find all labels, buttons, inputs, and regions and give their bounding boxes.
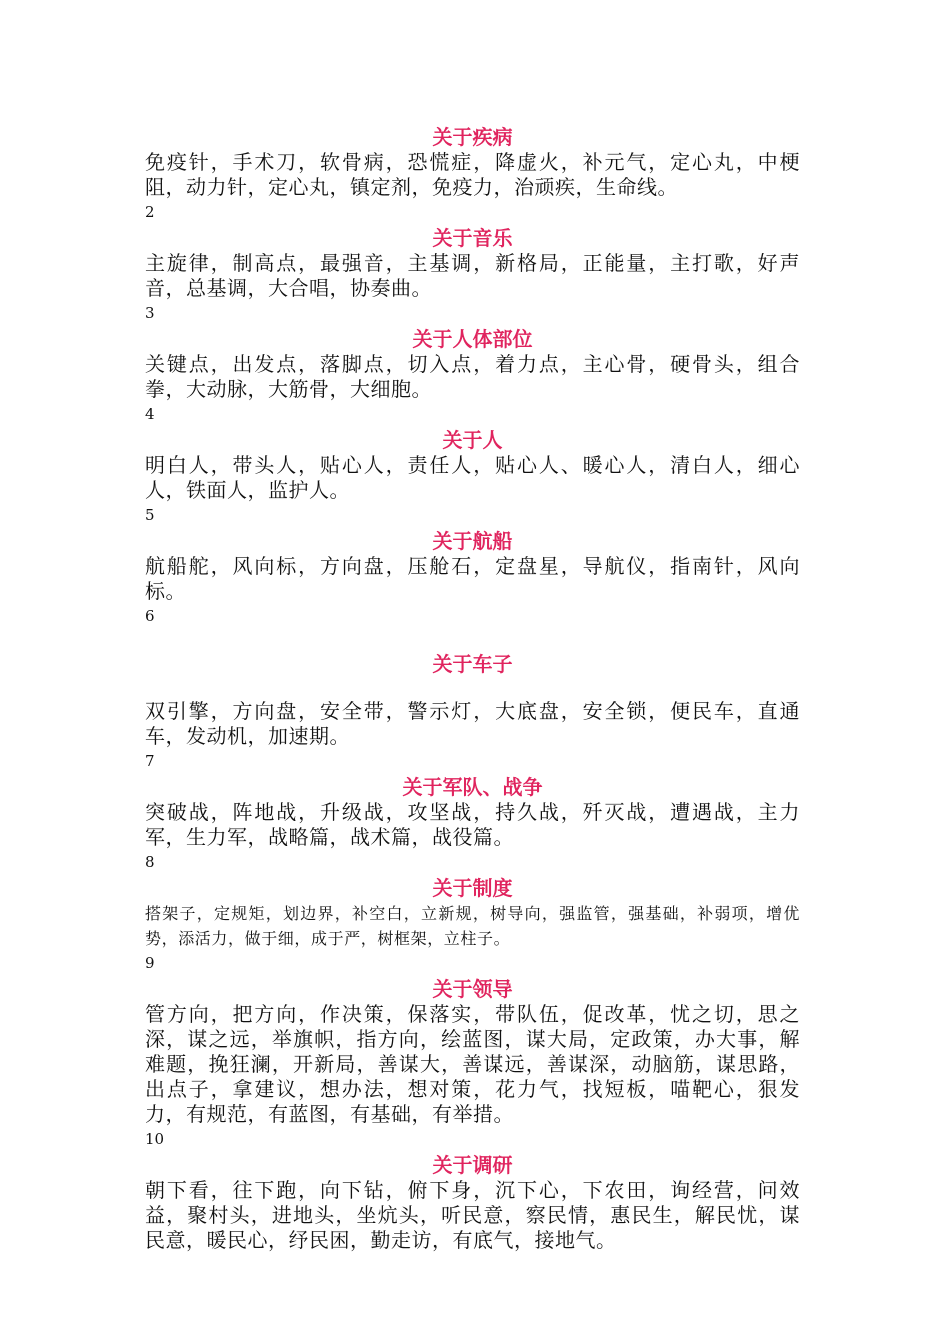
section-number: 2 (145, 203, 155, 221)
section-title-body-parts: 关于人体部位 (412, 327, 533, 351)
section-number: 10 (145, 1130, 165, 1148)
section-title-ship: 关于航船 (432, 529, 513, 553)
section-number: 4 (145, 405, 155, 423)
section-body-people: 明白人，带头人，贴心人，责任人，贴心人、暖心人，清白人，细心人，铁面人，监护人。 (145, 453, 800, 502)
spacer (145, 629, 800, 651)
section-body-research: 朝下看，往下跑，向下钻，俯下身，沉下心，下农田，询经营，问效益，聚村头，进地头，坐炕头，听民意，察民情，惠民生，解民忧，谋民意，暖民心，纾民困，勤走访，有底气，接地气。 (145, 1178, 800, 1252)
section-body-body-parts: 关键点，出发点，落脚点，切入点，着力点，主心骨，硬骨头，组合拳，大动脉，大筋骨，大细胞。 (145, 352, 800, 401)
section-title-people: 关于人 (442, 428, 503, 452)
section-title-car: 关于车子 (432, 652, 513, 676)
spacer (145, 677, 800, 699)
section-title-research: 关于调研 (432, 1153, 513, 1177)
section-title-system: 关于制度 (432, 876, 513, 900)
section-number: 9 (145, 954, 155, 972)
section-title-military: 关于军队、战争 (402, 775, 543, 799)
section-body-leadership: 管方向，把方向，作决策，保落实，带队伍，促改革，忧之切，思之深，谋之远，举旗帜，指方向，绘蓝图，谋大局，定政策，办大事，解难题，挽狂澜，开新局，善谋大，善谋远，善谋深，动脑筋，谋思路，出点子，拿建议，想办法，想对策，花力气，找短板，喵靶心，狠发力，有规范，有蓝图，有基础，有举措。 (145, 1002, 800, 1126)
section-body-music: 主旋律，制高点，最强音，主基调，新格局，正能量，主打歌，好声音，总基调，大合唱，协奏曲。 (145, 251, 800, 300)
section-number: 8 (145, 853, 155, 871)
section-body-ship: 航船舵，风向标，方向盘，压舱石，定盘星，导航仪，指南针，风向标。 (145, 554, 800, 603)
section-body-car: 双引擎，方向盘，安全带，警示灯，大底盘，安全锁，便民车，直通车，发动机，加速期。 (145, 699, 800, 748)
section-number: 3 (145, 304, 155, 322)
section-number: 6 (145, 607, 155, 625)
section-title-disease: 关于疾病 (432, 125, 513, 149)
section-number: 5 (145, 506, 155, 524)
section-body-disease: 免疫针，手术刀，软骨病，恐慌症，降虚火，补元气，定心丸，中梗阻，动力针，定心丸，镇定剂，免疫力，治顽疾，生命线。 (145, 150, 800, 199)
document-page (145, 124, 800, 1253)
section-body-system: 搭架子，定规矩，划边界，补空白，立新规，树导向，强监管，强基础，补弱项，增优势，添活力，做于细，成于严，树框架，立柱子。 (145, 904, 800, 948)
section-title-leadership: 关于领导 (432, 977, 513, 1001)
section-body-military: 突破战，阵地战，升级战，攻坚战，持久战，歼灭战，遭遇战，主力军，生力军，战略篇，战术篇，战役篇。 (145, 800, 800, 849)
section-number: 7 (145, 752, 155, 770)
section-title-music: 关于音乐 (432, 226, 513, 250)
